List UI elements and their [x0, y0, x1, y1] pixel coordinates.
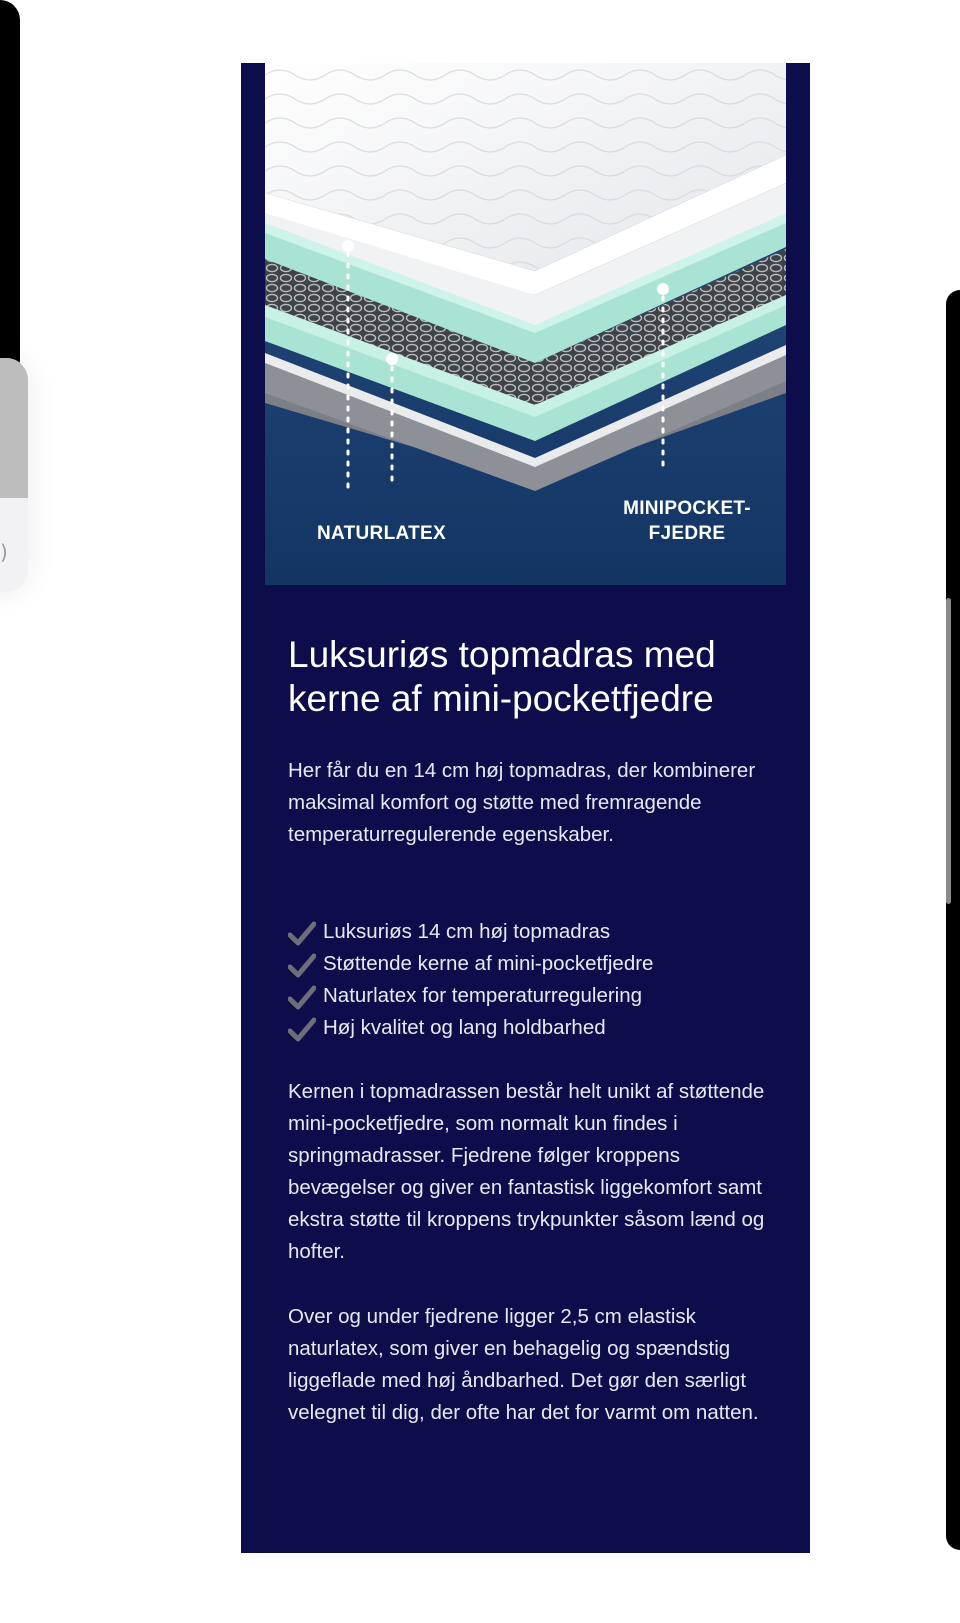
intro-paragraph: Her får du en 14 cm høj topmadras, der kombinerer maksimal komfort og støtte med fremragende temperaturregulerende egenskaber.: [288, 759, 756, 846]
feature-text: Luksuriøs 14 cm høj topmadras: [323, 920, 611, 943]
feature-item: [288, 980, 768, 1012]
product-info-panel: [241, 63, 810, 1553]
check-icon: [288, 985, 316, 1011]
background-card-image: [0, 358, 28, 498]
feature-text: Støttende kerne af mini-pocketfjedre: [323, 952, 654, 975]
check-icon: [288, 953, 316, 979]
check-icon: [288, 1017, 316, 1043]
section-title: Luksuriøs topmadras med kerne af mini-pocketfjedre: [288, 634, 716, 719]
feature-item: [288, 916, 768, 948]
scrollbar[interactable]: [946, 598, 951, 904]
mattress-layers-image: [265, 63, 786, 585]
check-icon: [288, 921, 316, 947]
body-paragraph-latex: Over og under fjedrene ligger 2,5 cm elastisk naturlatex, som giver en behagelig og spændstig liggeflade med høj åndbarhed. Det gør den særligt velegnet til dig, der ofte har det for varmt om natten.: [288, 1305, 759, 1424]
label-minipocket: MINIPOCKET- FJEDRE: [623, 498, 751, 544]
background-card-text: ): [0, 540, 8, 564]
background-card-left: [0, 358, 28, 592]
background-device-edge-left: [0, 0, 20, 380]
background-device-edge-right: [946, 290, 960, 1550]
feature-text: Høj kvalitet og lang holdbarhed: [323, 1016, 606, 1039]
feature-item: [288, 948, 768, 980]
feature-item: [288, 1012, 768, 1044]
feature-list: [288, 916, 768, 1044]
label-naturlatex: NATURLATEX: [317, 523, 446, 544]
feature-text: Naturlatex for temperaturregulering: [323, 984, 643, 1007]
body-paragraph-springs: Kernen i topmadrassen består helt unikt af støttende mini-pocketfjedre, som normalt kun findes i springmadrasser. Fjedrene følger kroppens bevægelser og giver en fantastisk liggekomfort samt ekstra støtte til kroppens trykpunkter såsom lænd og hofter.: [288, 1080, 765, 1263]
